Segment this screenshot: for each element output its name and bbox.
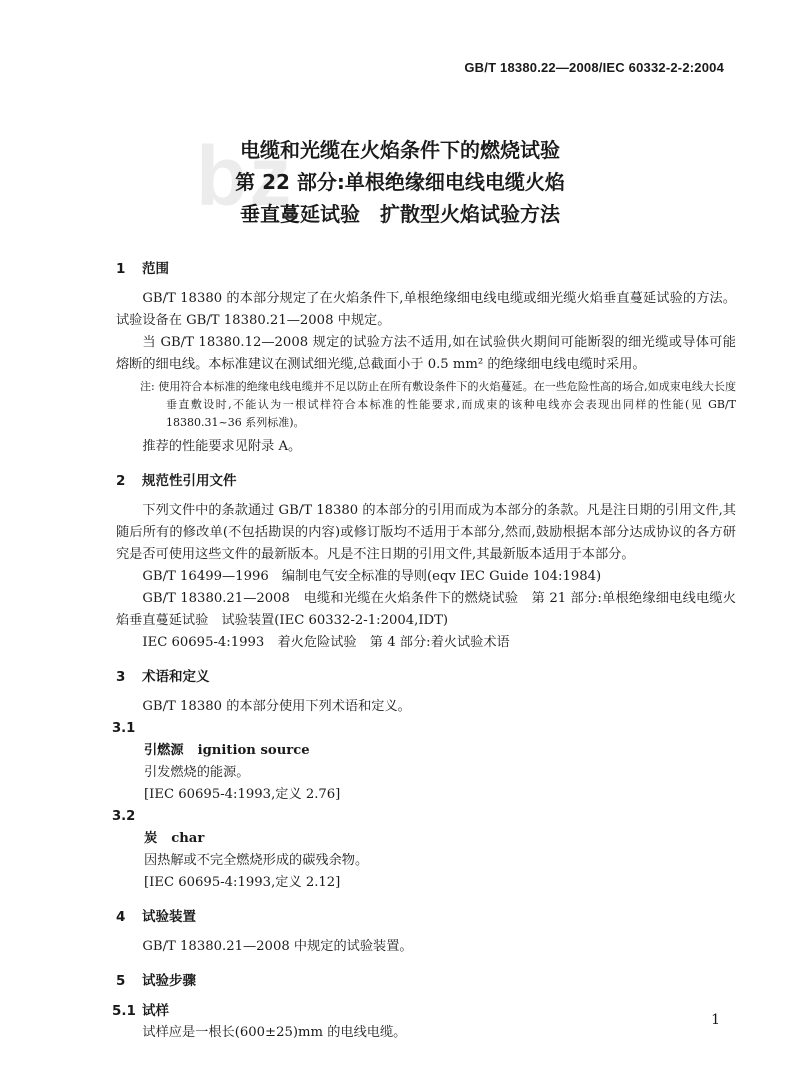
term-english: ignition source: [197, 743, 310, 758]
title-line-3: 垂直蔓延试验 扩散型火焰试验方法: [240, 202, 560, 226]
section-heading-terms: [116, 666, 736, 688]
term-source: [IEC 60695-4:1993,定义 2.12]: [144, 875, 341, 890]
paragraph: 下列文件中的条款通过 GB/T 18380 的本部分的引用而成为本部分的条款。凡是注日期的引用文件,其随后所有的修改单(不包括勘误的内容)或修订版均不适用于本部分,然而,鼓励根据本部分达成协议的各方研究是否可使用这些文件的最新版本。凡是不注日期的引用文件,其最新版本适用于本部分。: [116, 503, 736, 562]
term-chinese: 炭: [144, 831, 158, 846]
section-title: 试验步骤: [142, 973, 196, 989]
paragraph: GB/T 18380 的本部分规定了在火焰条件下,单根绝缘细电线电缆或细光缆火焰垂直蔓延试验的方法。试验设备在 GB/T 18380.21—2008 中规定。: [116, 291, 736, 328]
paragraph: 试样应是一根长(600±25)mm 的电线电缆。: [142, 1025, 407, 1040]
term-definition: 引发燃烧的能源。: [144, 765, 250, 780]
section-heading-procedure: [116, 970, 736, 992]
subsection-number: 5.1: [112, 1003, 136, 1019]
term-entry: [144, 828, 736, 850]
term-entry: [144, 740, 736, 762]
paragraph: GB/T 18380 的本部分使用下列术语和定义。: [142, 699, 411, 714]
note: 注: 使用符合本标准的绝缘电线电缆并不足以防止在所有敷设条件下的火焰蔓延。在一些危险性高的场合,如成束电线大长度垂直敷设时,不能认为一根试样符合本标准的性能要求,而成束的该种电线亦会表现出同样的性能(见 GB/T 18380.31~36 系列标准)。: [140, 380, 736, 429]
paragraph: 当 GB/T 18380.12—2008 规定的试验方法不适用,如在试验供火期间可能断裂的细光缆或导体可能熔断的细电线。本标准建议在测试细光缆,总截面小于 0.5 mm² 的绝缘细电线电缆时采用。: [116, 335, 736, 372]
section-number: 5: [116, 973, 126, 989]
document-body: [112, 258, 736, 1044]
title-line-2: 第 22 部分:单根绝缘细电线电缆火焰: [235, 170, 565, 194]
paragraph: GB/T 18380.21—2008 中规定的试验装置。: [142, 939, 413, 954]
term-chinese: 引燃源: [144, 743, 184, 758]
title-line-1: 电缆和光缆在火焰条件下的燃烧试验: [240, 138, 560, 162]
section-title: 试验装置: [142, 909, 196, 925]
section-heading-normative-references: [116, 470, 736, 492]
term-number: 3.1: [112, 721, 136, 736]
reference-item: GB/T 18380.21—2008 电缆和光缆在火焰条件下的燃烧试验 第 21 部分:单根绝缘细电线电缆火焰垂直蔓延试验 试验装置(IEC 60332-2-1:2004,IDT): [116, 591, 736, 628]
term-definition: 因热解或不完全燃烧形成的碳残余物。: [144, 853, 369, 868]
term-english: char: [171, 831, 205, 846]
section-title: 术语和定义: [142, 669, 210, 685]
subsection-heading-sample: [112, 1000, 736, 1022]
paragraph: 推荐的性能要求见附录 A。: [142, 439, 302, 454]
document-title: [160, 134, 640, 230]
section-title: 规范性引用文件: [142, 473, 237, 489]
term-source: [IEC 60695-4:1993,定义 2.76]: [144, 787, 341, 802]
subsection-title: 试样: [142, 1003, 169, 1019]
section-title: 范围: [142, 261, 169, 277]
term-number: 3.2: [112, 809, 136, 824]
reference-item: GB/T 16499—1996 编制电气安全标准的导则(eqv IEC Guide 104:1984): [142, 569, 602, 584]
watermark-logo: bz: [196, 129, 294, 223]
section-number: 1: [116, 261, 126, 277]
section-number: 3: [116, 669, 126, 685]
section-number: 4: [116, 909, 126, 925]
standard-code-header: GB/T 18380.22—2008/IEC 60332-2-2:2004: [464, 60, 724, 75]
page-number: 1: [711, 1012, 720, 1028]
reference-item: IEC 60695-4:1993 着火危险试验 第 4 部分:着火试验术语: [142, 635, 510, 650]
section-number: 2: [116, 473, 126, 489]
section-heading-apparatus: [116, 906, 736, 928]
section-heading-scope: [116, 258, 736, 280]
